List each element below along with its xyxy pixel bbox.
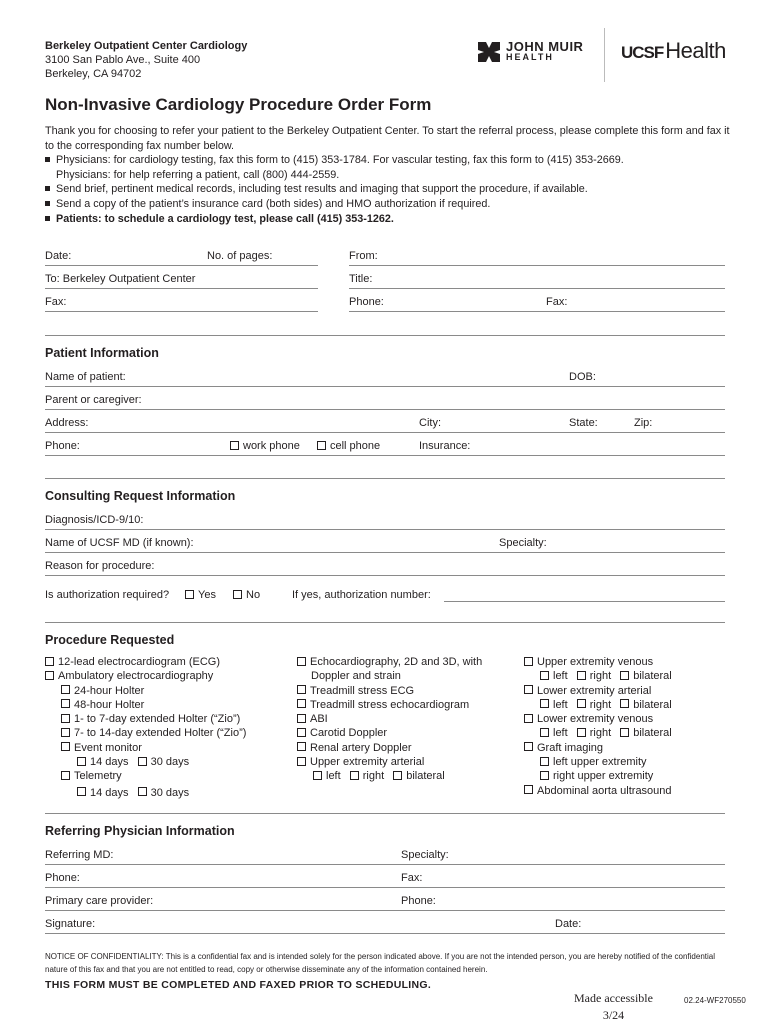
ua-bilateral-label: bilateral <box>406 770 445 783</box>
telemetry-option[interactable] <box>45 769 246 783</box>
auth-number-label: If yes, authorization number: <box>292 589 431 601</box>
consult-specialty-label: Specialty: <box>499 537 547 549</box>
lv-bilateral-option[interactable] <box>620 727 672 739</box>
ua-bilateral-option[interactable] <box>393 770 445 782</box>
renal-option[interactable] <box>297 741 482 755</box>
tele-14-days-option[interactable] <box>77 787 129 799</box>
insurance-label: Insurance: <box>419 440 471 452</box>
lower-arterial-label: Lower extremity arterial <box>537 684 652 697</box>
upper-arterial-option[interactable] <box>297 755 482 769</box>
upper-arterial-label: Upper extremity arterial <box>310 756 425 769</box>
consult-heading: Consulting Request Information <box>45 489 236 503</box>
treadmill-ecg-option[interactable] <box>297 684 482 698</box>
tele-30-days-label: 30 days <box>150 786 190 799</box>
echo-option[interactable] <box>297 655 482 669</box>
john-muir-mark-icon <box>478 40 500 64</box>
ucsf-md-field[interactable] <box>45 552 725 553</box>
carotid-checkbox[interactable] <box>297 728 306 737</box>
referring-fax-label: Fax: <box>401 872 423 884</box>
upper-venous-option[interactable] <box>524 655 672 669</box>
lv-side-options <box>524 726 672 740</box>
cell-phone-label: cell phone <box>330 440 381 452</box>
tele-30-days-option[interactable] <box>138 787 190 799</box>
signature-field[interactable] <box>45 933 725 934</box>
la-right-checkbox[interactable] <box>577 699 586 708</box>
event-monitor-option[interactable] <box>45 741 246 755</box>
tele-30-days-checkbox[interactable] <box>138 787 147 796</box>
auth-question: Is authorization required? <box>45 589 170 601</box>
lv-left-checkbox[interactable] <box>540 728 549 737</box>
form-code: 02.24-WF270550 <box>684 996 746 1005</box>
patient-phone-label: Phone: <box>45 440 80 452</box>
uv-bilateral-option[interactable] <box>620 670 672 682</box>
auth-yes-label: Yes <box>198 589 216 601</box>
logo-john-muir-text: JOHN MUIR <box>506 39 584 54</box>
referring-heading: Referring Physician Information <box>45 824 235 838</box>
state-label: State: <box>569 417 598 429</box>
auth-yes-checkbox[interactable] <box>185 590 194 599</box>
holter-24-option[interactable] <box>45 684 246 698</box>
echo-checkbox[interactable] <box>297 657 306 666</box>
zio-1-7-option[interactable] <box>45 712 246 726</box>
lv-left-option[interactable] <box>540 727 568 739</box>
event-14-days-checkbox[interactable] <box>77 757 86 766</box>
city-label: City: <box>419 417 441 429</box>
lower-arterial-option[interactable] <box>524 684 672 698</box>
renal-checkbox[interactable] <box>297 742 306 751</box>
event-30-days-label: 30 days <box>150 756 190 769</box>
diagnosis-label: Diagnosis/ICD-9/10: <box>45 514 144 526</box>
pcp-field[interactable] <box>45 910 725 911</box>
to-label: To: Berkeley Outpatient Center <box>45 273 196 285</box>
graft-checkbox[interactable] <box>524 742 533 751</box>
lower-venous-label: Lower extremity venous <box>537 713 654 726</box>
lower-arterial-checkbox[interactable] <box>524 685 533 694</box>
lower-venous-option[interactable] <box>524 712 672 726</box>
treadmill-echo-label: Treadmill stress echocardiogram <box>310 698 470 711</box>
graft-right-option[interactable] <box>524 769 672 783</box>
uv-bilateral-checkbox[interactable] <box>620 671 629 680</box>
date-pages-field[interactable] <box>45 265 318 266</box>
patient-name-field[interactable] <box>45 386 725 387</box>
event-30-days-option[interactable] <box>138 756 190 768</box>
upper-arterial-checkbox[interactable] <box>297 757 306 766</box>
section-divider <box>45 813 725 814</box>
date-label: Date: <box>45 250 72 262</box>
procedure-heading: Procedure Requested <box>45 633 175 647</box>
abi-label: ABI <box>310 713 328 726</box>
signature-label: Signature: <box>45 918 96 930</box>
bullet-records <box>45 182 735 197</box>
telemetry-checkbox[interactable] <box>61 771 70 780</box>
caregiver-label: Parent or caregiver: <box>45 394 142 406</box>
bullet-text: Send a copy of the patient’s insurance card (both sides) and HMO authorization if required. <box>56 198 491 210</box>
bullet-text-continued: Physicians: for help referring a patient, call (800) 444-2559. <box>56 168 340 181</box>
address-label: Address: <box>45 417 89 429</box>
la-right-option[interactable] <box>577 699 611 711</box>
section-divider <box>45 335 725 336</box>
bullet-physicians-fax <box>45 153 735 182</box>
auth-no-label: No <box>246 589 261 601</box>
treadmill-echo-option[interactable] <box>297 698 482 712</box>
ua-bilateral-checkbox[interactable] <box>393 771 402 780</box>
lv-right-checkbox[interactable] <box>577 728 586 737</box>
ecg-option[interactable] <box>45 655 246 669</box>
la-side-options <box>524 698 672 712</box>
abi-checkbox[interactable] <box>297 714 306 723</box>
graft-label: Graft imaging <box>537 741 604 754</box>
holter-48-option[interactable] <box>45 698 246 712</box>
bullet-text: Physicians: for cardiology testing, fax this form to (415) 353-1784. For vascular testing, fax this form to (415) 353-2669. <box>56 154 624 166</box>
la-bilateral-option[interactable] <box>620 699 672 711</box>
work-phone-label: work phone <box>243 440 300 452</box>
bullet-patients-schedule <box>45 212 735 227</box>
tele-14-days-label: 14 days <box>90 786 129 799</box>
logo-ucsf-text: UCSF <box>621 43 664 62</box>
cell-phone-checkbox[interactable] <box>317 441 326 450</box>
address-line-2: Berkeley, CA 94702 <box>45 68 142 80</box>
ua-right-label: right <box>362 770 385 783</box>
graft-left-label: left upper extremity <box>553 756 647 769</box>
cell-phone-option[interactable] <box>317 440 380 452</box>
sender-address <box>45 39 247 81</box>
upper-venous-checkbox[interactable] <box>524 657 533 666</box>
auth-yes-option[interactable] <box>185 589 216 601</box>
upper-arterial-side-options <box>297 769 482 783</box>
uv-right-checkbox[interactable] <box>577 671 586 680</box>
bullet-insurance-card <box>45 197 735 212</box>
title-field[interactable] <box>349 288 725 289</box>
la-right-label: right <box>589 698 612 711</box>
auth-number-field[interactable] <box>444 601 725 602</box>
reason-label: Reason for procedure: <box>45 560 155 572</box>
uv-right-label: right <box>589 670 612 683</box>
holter-24-checkbox[interactable] <box>61 685 70 694</box>
ambulatory-checkbox[interactable] <box>45 671 54 680</box>
address-field[interactable] <box>45 432 725 433</box>
ecg-label: 12-lead electrocardiogram (ECG) <box>58 656 221 668</box>
from-field[interactable] <box>349 265 725 266</box>
section-divider <box>45 622 725 623</box>
telemetry-duration-options <box>45 786 246 800</box>
auth-no-option[interactable] <box>233 589 260 601</box>
pcp-phone-label: Phone: <box>401 895 436 907</box>
referring-phone-field[interactable] <box>45 887 725 888</box>
uv-left-checkbox[interactable] <box>540 671 549 680</box>
logo-health-text: HEALTH <box>506 52 554 62</box>
aorta-option[interactable] <box>524 784 672 798</box>
bullet-text: Send brief, pertinent medical records, including test results and imaging that support the procedure, if available. <box>56 183 588 195</box>
confidentiality-notice: NOTICE OF CONFIDENTIALITY: This is a confidential fax and is intended solely for the person indicated above. If you are not the intended person, you are hereby notified of the confidential nature of this fax and that you are not entitled to read, copy or otherwise disseminate any of the information contained herein. <box>45 952 715 974</box>
uv-side-options <box>524 669 672 683</box>
procedure-column-3 <box>524 655 672 798</box>
la-left-checkbox[interactable] <box>540 699 549 708</box>
lv-left-label: left <box>553 727 568 740</box>
made-accessible-date: 3/24 <box>602 1008 625 1022</box>
zio-7-14-option[interactable] <box>45 726 246 740</box>
ucsf-md-label: Name of UCSF MD (if known): <box>45 537 194 549</box>
section-divider <box>45 478 725 479</box>
carotid-label: Carotid Doppler <box>310 727 388 740</box>
phone-label: Phone: <box>349 296 384 308</box>
phone-fax-field[interactable] <box>349 311 725 312</box>
renal-label: Renal artery Doppler <box>310 741 412 754</box>
signature-date-label: Date: <box>555 918 582 930</box>
ambulatory-label: Ambulatory electrocardiography <box>58 670 214 683</box>
treadmill-ecg-checkbox[interactable] <box>297 685 306 694</box>
event-14-days-option[interactable] <box>77 756 129 768</box>
holter-24-label: 24-hour Holter <box>74 684 145 697</box>
graft-option[interactable] <box>524 741 672 755</box>
ua-left-checkbox[interactable] <box>313 771 322 780</box>
referring-md-label: Referring MD: <box>45 849 114 861</box>
uv-right-option[interactable] <box>577 670 611 682</box>
event-monitor-label: Event monitor <box>74 741 142 754</box>
event-monitor-checkbox[interactable] <box>61 742 70 751</box>
patient-name-label: Name of patient: <box>45 371 126 383</box>
ecg-checkbox[interactable] <box>45 657 54 666</box>
made-accessible-stamp <box>574 990 653 1024</box>
aorta-label: Abdominal aorta ultrasound <box>537 784 672 797</box>
patient-info-heading: Patient Information <box>45 346 159 360</box>
holter-48-checkbox[interactable] <box>61 699 70 708</box>
abi-option[interactable] <box>297 712 482 726</box>
org-name: Berkeley Outpatient Center Cardiology <box>45 40 248 52</box>
to-field[interactable] <box>45 288 318 289</box>
phone-insurance-field[interactable] <box>45 455 725 456</box>
la-left-option[interactable] <box>540 699 568 711</box>
lv-right-option[interactable] <box>577 727 611 739</box>
title-label: Title: <box>349 273 373 285</box>
ua-right-checkbox[interactable] <box>350 771 359 780</box>
ambulatory-option[interactable] <box>45 669 246 683</box>
lower-venous-checkbox[interactable] <box>524 714 533 723</box>
upper-venous-label: Upper extremity venous <box>537 656 654 668</box>
uv-left-option[interactable] <box>540 670 568 682</box>
uv-bilateral-label: bilateral <box>633 670 672 683</box>
ucsf-health-logo <box>621 38 726 64</box>
lv-bilateral-checkbox[interactable] <box>620 728 629 737</box>
page-title: Non-Invasive Cardiology Procedure Order Form <box>45 95 432 114</box>
treadmill-echo-checkbox[interactable] <box>297 699 306 708</box>
referring-specialty-label: Specialty: <box>401 849 449 861</box>
uv-left-label: left <box>553 670 568 683</box>
bullet-text: Patients: to schedule a cardiology test, please call (415) 353-1262. <box>56 213 394 225</box>
diagnosis-field[interactable] <box>45 529 725 530</box>
referring-phone-label: Phone: <box>45 872 80 884</box>
treadmill-ecg-label: Treadmill stress ECG <box>310 684 415 697</box>
ua-right-option[interactable] <box>350 770 384 782</box>
john-muir-logo <box>478 40 583 64</box>
event-30-days-checkbox[interactable] <box>138 757 147 766</box>
la-bilateral-label: bilateral <box>633 698 672 711</box>
address-line-1: 3100 San Pablo Ave., Suite 400 <box>45 54 201 66</box>
dob-label: DOB: <box>569 371 596 383</box>
procedure-column-1 <box>45 655 246 800</box>
la-bilateral-checkbox[interactable] <box>620 699 629 708</box>
caregiver-field[interactable] <box>45 409 725 410</box>
graft-right-label: right upper extremity <box>553 770 654 783</box>
la-left-label: left <box>553 698 568 711</box>
graft-left-option[interactable] <box>524 755 672 769</box>
work-phone-option[interactable] <box>230 440 300 452</box>
pcp-label: Primary care provider: <box>45 895 154 907</box>
holter-48-label: 48-hour Holter <box>74 698 145 711</box>
pages-label: No. of pages: <box>207 250 273 262</box>
fax2-label: Fax: <box>546 296 568 308</box>
lv-right-label: right <box>589 727 612 740</box>
zio-1-7-label: 1- to 7-day extended Holter (“Zio”) <box>74 713 241 726</box>
reason-field[interactable] <box>45 575 725 576</box>
zio-7-14-label: 7- to 14-day extended Holter (“Zio”) <box>74 727 247 740</box>
made-accessible-text: Made accessible <box>574 991 653 1005</box>
aorta-checkbox[interactable] <box>524 785 533 794</box>
tele-14-days-checkbox[interactable] <box>77 787 86 796</box>
zio-1-7-checkbox[interactable] <box>61 714 70 723</box>
zio-7-14-checkbox[interactable] <box>61 728 70 737</box>
carotid-option[interactable] <box>297 726 482 740</box>
logo-divider <box>604 28 605 82</box>
must-complete-notice: THIS FORM MUST BE COMPLETED AND FAXED PRIOR TO SCHEDULING. <box>45 979 432 991</box>
work-phone-checkbox[interactable] <box>230 441 239 450</box>
from-label: From: <box>349 250 378 262</box>
fax-label: Fax: <box>45 296 67 308</box>
event-14-days-label: 14 days <box>90 756 129 769</box>
echo-label-continued: Doppler and strain <box>311 670 401 683</box>
fax-field[interactable] <box>45 311 318 312</box>
logo-ucsf-health-text: Health <box>665 38 726 63</box>
lv-bilateral-label: bilateral <box>633 727 672 740</box>
auth-no-checkbox[interactable] <box>233 590 242 599</box>
graft-left-checkbox[interactable] <box>540 757 549 766</box>
procedure-column-2 <box>297 655 482 784</box>
echo-label: Echocardiography, 2D and 3D, with <box>310 656 483 668</box>
telemetry-label: Telemetry <box>74 770 122 783</box>
intro-paragraph: Thank you for choosing to refer your patient to the Berkeley Outpatient Center. To start the referral process, please complete this form and fax it to the corresponding fax number below. <box>45 125 730 152</box>
event-duration-options <box>45 755 246 769</box>
referring-md-field[interactable] <box>45 864 725 865</box>
ua-left-label: left <box>326 770 341 783</box>
zip-label: Zip: <box>634 417 653 429</box>
ua-left-option[interactable] <box>313 770 341 782</box>
graft-right-checkbox[interactable] <box>540 771 549 780</box>
